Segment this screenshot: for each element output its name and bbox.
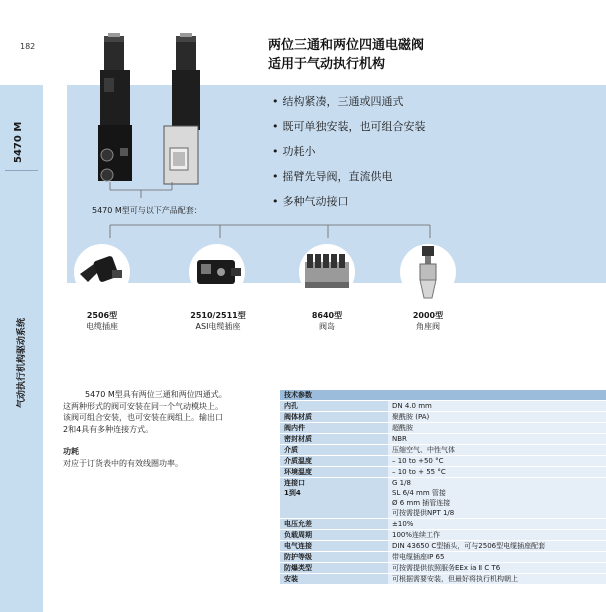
spec-table — [280, 390, 606, 585]
spec-value — [388, 434, 606, 445]
spec-key-text: 负载周期 — [284, 531, 312, 539]
spec-value-line: 可根据需要安装，但最好将执行机构朝上 — [392, 575, 518, 583]
table-row — [280, 456, 606, 467]
sidebar-divider — [5, 170, 38, 171]
spec-value-line: 超酰胺 — [392, 424, 413, 432]
spec-key-text: 密封材质 — [284, 435, 312, 443]
sidebar-model: 5470 M — [13, 121, 24, 163]
spec-key-text: 安装 — [284, 575, 298, 583]
spec-key-text: 防护等级 — [284, 553, 312, 561]
product-name: 电缆插座 — [86, 322, 118, 331]
product-model: 2510/2511型 — [190, 311, 246, 320]
valve-product-images — [80, 30, 220, 205]
spec-value-line: 可按需提供依照服务EEx ia Ⅱ C T6 — [392, 564, 501, 572]
spec-key-text: 电压允差 — [284, 520, 312, 528]
table-row — [280, 541, 606, 552]
spec-key-text: 环境温度 — [284, 468, 312, 476]
product-2000 — [398, 310, 458, 332]
description-line: 这两种形式的阀可安装在同一个气动模块上。 — [63, 401, 223, 411]
spec-value-line: 聚酰胺 (PA) — [392, 413, 430, 421]
spec-key — [280, 552, 388, 563]
spec-value-line: DN 4.0 mm — [392, 402, 432, 410]
page-title — [268, 36, 424, 74]
spec-key-text: 内孔 — [284, 402, 298, 410]
spec-value — [388, 467, 606, 478]
product-8640 — [297, 310, 357, 332]
page-number: 182 — [20, 42, 36, 51]
product-2506 — [72, 310, 132, 332]
spec-key — [280, 541, 388, 552]
spec-value — [388, 552, 606, 563]
power-text: 对应于订货表中的有效线圈功率。 — [63, 459, 183, 468]
table-row — [280, 530, 606, 541]
product-model: 8640型 — [311, 311, 343, 320]
spec-key-text: 阀体材质 — [284, 413, 312, 421]
table-row — [280, 434, 606, 445]
table-row — [280, 574, 606, 585]
spec-value-line: Ø 6 mm 插管连接 — [392, 499, 451, 507]
spec-value-line: ±10% — [392, 520, 414, 528]
angle-seat-valve-image — [398, 242, 458, 302]
product-2510-2511 — [180, 310, 256, 332]
compat-intro: 5470 M型可与以下产品配套： — [92, 206, 202, 215]
table-row — [280, 401, 606, 412]
spec-key-text: 电气连接 — [284, 542, 312, 550]
spec-value — [388, 574, 606, 585]
spec-key — [280, 423, 388, 434]
spec-value-line: 可按需提供NPT 1/8 — [392, 509, 455, 517]
table-row — [280, 445, 606, 456]
spec-value — [388, 478, 606, 519]
spec-key — [280, 478, 388, 519]
spec-value — [388, 519, 606, 530]
product-model: 2000型 — [412, 311, 444, 320]
spec-value-line: DIN 43650 C型插头，可与2506型电缆插座配套 — [392, 542, 546, 550]
spec-value-line: G 1/8 — [392, 479, 411, 487]
spec-value-line: – 10 to + 55 °C — [392, 468, 446, 476]
spec-key — [280, 563, 388, 574]
product-name: 角座阀 — [416, 322, 440, 331]
asi-cable-socket-image — [187, 242, 247, 302]
spec-key — [280, 412, 388, 423]
spec-key-text: 防爆类型 — [284, 564, 312, 572]
description — [63, 389, 243, 435]
spec-key-text: 介质温度 — [284, 457, 312, 465]
feature-item: • 多种气动接口 — [272, 195, 426, 220]
spec-key — [280, 574, 388, 585]
sidebar-category: 气动执行机构驱动系统 — [17, 317, 27, 408]
spec-value — [388, 456, 606, 467]
product-model: 2506型 — [86, 311, 118, 320]
spec-key — [280, 445, 388, 456]
spec-table-header: 技术参数 — [280, 390, 606, 401]
spec-value — [388, 530, 606, 541]
table-row — [280, 552, 606, 563]
sidebar — [0, 85, 43, 612]
table-row — [280, 478, 606, 519]
spec-key — [280, 434, 388, 445]
product-name: ASI电缆插座 — [195, 322, 241, 331]
spec-key-text: 介质 — [284, 446, 298, 454]
table-row — [280, 412, 606, 423]
title-line-2: 适用于气动执行机构 — [268, 57, 386, 72]
feature-list — [272, 95, 426, 220]
spec-value — [388, 445, 606, 456]
table-row — [280, 563, 606, 574]
spec-key — [280, 530, 388, 541]
spec-value — [388, 541, 606, 552]
description-line: 2和4具有多种连接方式。 — [63, 424, 154, 434]
feature-item: • 结构紧凑，三通或四通式 — [272, 95, 426, 120]
spec-key-text: 阀内件 — [284, 424, 305, 432]
spec-key-text: 1到4 — [284, 489, 301, 497]
spec-value-line: SL 6/4 mm 管接 — [392, 489, 446, 497]
table-row — [280, 467, 606, 478]
spec-key-text: 连接口 — [284, 479, 305, 487]
spec-value-line: 带电缆插座IP 65 — [392, 553, 445, 561]
spec-key — [280, 456, 388, 467]
spec-key — [280, 401, 388, 412]
feature-item: • 摇臂先导阀，直流供电 — [272, 170, 426, 195]
spec-value-line: 压缩空气、中性气体 — [392, 446, 455, 454]
spec-value-line: 100%连续工作 — [392, 531, 441, 539]
power-heading: 功耗 — [63, 447, 79, 456]
spec-value — [388, 401, 606, 412]
feature-item: • 既可单独安装，也可组合安装 — [272, 120, 426, 145]
spec-value-line: NBR — [392, 435, 407, 443]
spec-value — [388, 412, 606, 423]
table-row — [280, 423, 606, 434]
spec-key — [280, 519, 388, 530]
title-line-1: 两位三通和两位四通电磁阀 — [268, 38, 425, 53]
description-line: 该阀可组合安装，也可安装在阀组上。输出口 — [63, 413, 223, 422]
cable-socket-2506-image — [72, 242, 132, 302]
spec-key — [280, 467, 388, 478]
feature-item: • 功耗小 — [272, 145, 426, 170]
valve-3way-image — [98, 33, 132, 181]
spec-value — [388, 423, 606, 434]
table-row — [280, 519, 606, 530]
valve-island-image — [297, 242, 357, 302]
description-line: 5470 M型具有两位三通和两位四通式。 — [85, 390, 227, 399]
product-name: 阀岛 — [319, 322, 335, 331]
spec-value-line: – 10 to +50 °C — [392, 457, 444, 465]
valve-4way-image — [164, 33, 200, 184]
spec-value — [388, 563, 606, 574]
